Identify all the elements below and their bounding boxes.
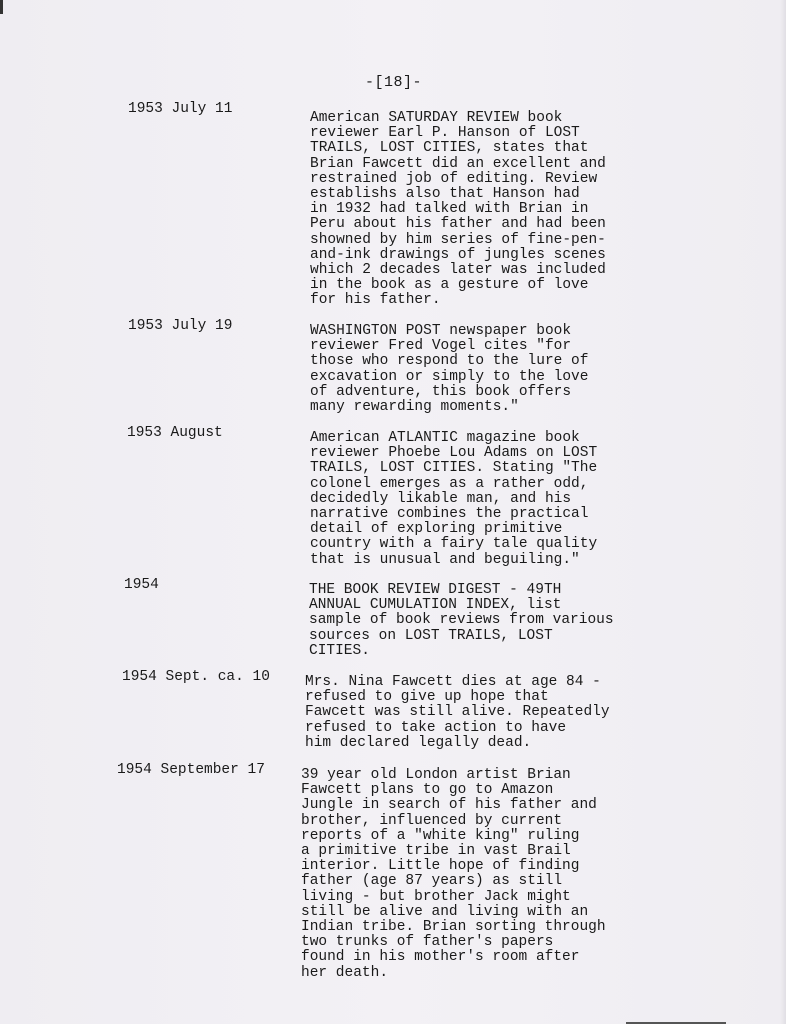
entry-line: him declared legally dead. <box>305 734 532 751</box>
entry-line: TRAILS, LOST CITIES, states that <box>310 140 589 157</box>
entry-line: Jungle in search of his father and <box>301 797 597 814</box>
entry-line: American SATURDAY REVIEW book <box>310 110 563 126</box>
page-edge-shadow <box>780 0 786 1024</box>
entry-line: sources on LOST TRAILS, LOST <box>309 627 553 644</box>
entry-line: in 1932 had talked with Brian in <box>310 201 589 218</box>
entry-line: in the book as a gesture of love <box>310 277 589 294</box>
entry-line: Fawcett plans to go to Amazon <box>301 782 554 799</box>
entry-line: her death. <box>301 964 389 981</box>
entry-line: two trunks of father's papers <box>301 934 554 951</box>
entry-line: of adventure, this book offers <box>310 383 572 400</box>
entry-line: reports of a "white king" ruling <box>301 827 580 844</box>
entry-date: 1954 September 17 <box>117 762 265 778</box>
entry-line: showned by him series of fine-pen- <box>310 231 606 248</box>
entry-line: interior. Little hope of finding <box>301 858 580 875</box>
entry-line: for his father. <box>310 292 441 309</box>
scan-mark <box>0 0 3 14</box>
entry-line: living - but brother Jack might <box>301 888 571 905</box>
entry-line: many rewarding moments." <box>310 399 519 416</box>
entry-line: TRAILS, LOST CITIES. Stating "The <box>310 460 598 477</box>
entry-date: 1953 July 19 <box>128 318 233 334</box>
entry-text <box>310 324 640 415</box>
entry-line: WASHINGTON POST newspaper book <box>310 323 572 339</box>
entry-line: a primitive tribe in vast Brail <box>301 843 571 860</box>
entry-line: those who respond to the lure of <box>310 353 589 370</box>
entry-text <box>310 431 640 568</box>
entry-line: reviewer Fred Vogel cites "for <box>310 338 572 355</box>
entry-date: 1953 July 11 <box>128 101 233 117</box>
entry-date: 1954 <box>124 577 159 593</box>
entry-line: father (age 87 years) as still <box>301 873 563 890</box>
entry-line: that is unusual and beguiling." <box>310 551 580 568</box>
entry-line: American ATLANTIC magazine book <box>310 430 580 446</box>
entry-line: Indian tribe. Brian sorting through <box>301 919 606 936</box>
entry-line: ANNUAL CUMULATION INDEX, list <box>309 597 562 614</box>
page-number: -[18]- <box>365 74 423 91</box>
entry-line: reviewer Earl P. Hanson of LOST <box>310 125 580 142</box>
entry-date: 1953 August <box>127 425 223 441</box>
entry-line: restrained job of editing. Review <box>310 170 598 187</box>
entry-line: refused to take action to have <box>305 719 567 736</box>
entry-line: sample of book reviews from various <box>309 612 614 629</box>
entry-date: 1954 Sept. ca. 10 <box>122 669 270 685</box>
entry-line: reviewer Phoebe Lou Adams on LOST <box>310 445 598 462</box>
entry-line: country with a fairy tale quality <box>310 536 598 553</box>
entry-line: which 2 decades later was included <box>310 262 606 279</box>
entry-line: detail of exploring primitive <box>310 521 563 538</box>
entry-line: decidedly likable man, and his <box>310 490 572 507</box>
entry-line: colonel emerges as a rather odd, <box>310 475 589 492</box>
entry-text <box>301 768 631 981</box>
entry-line: THE BOOK REVIEW DIGEST - 49TH <box>309 582 562 598</box>
entry-line: Mrs. Nina Fawcett dies at age 84 - <box>305 674 601 690</box>
entry-line: Fawcett was still alive. Repeatedly <box>305 704 610 721</box>
entry-line: CITIES. <box>309 642 370 659</box>
entry-text <box>310 111 640 309</box>
entry-line: Brian Fawcett did an excellent and <box>310 155 606 172</box>
entry-line: refused to give up hope that <box>305 689 549 706</box>
entry-line: 39 year old London artist Brian <box>301 767 571 783</box>
entry-text <box>309 583 639 659</box>
entry-line: still be alive and living with an <box>301 903 589 920</box>
entry-text <box>305 675 635 751</box>
entry-line: establishs also that Hanson had <box>310 186 580 203</box>
entry-line: Peru about his father and had been <box>310 216 606 233</box>
entry-line: narrative combines the practical <box>310 506 589 523</box>
entry-line: and-ink drawings of jungles scenes <box>310 246 606 263</box>
entry-line: brother, influenced by current <box>301 812 563 829</box>
entry-line: found in his mother's room after <box>301 949 580 966</box>
entry-line: excavation or simply to the love <box>310 368 589 385</box>
